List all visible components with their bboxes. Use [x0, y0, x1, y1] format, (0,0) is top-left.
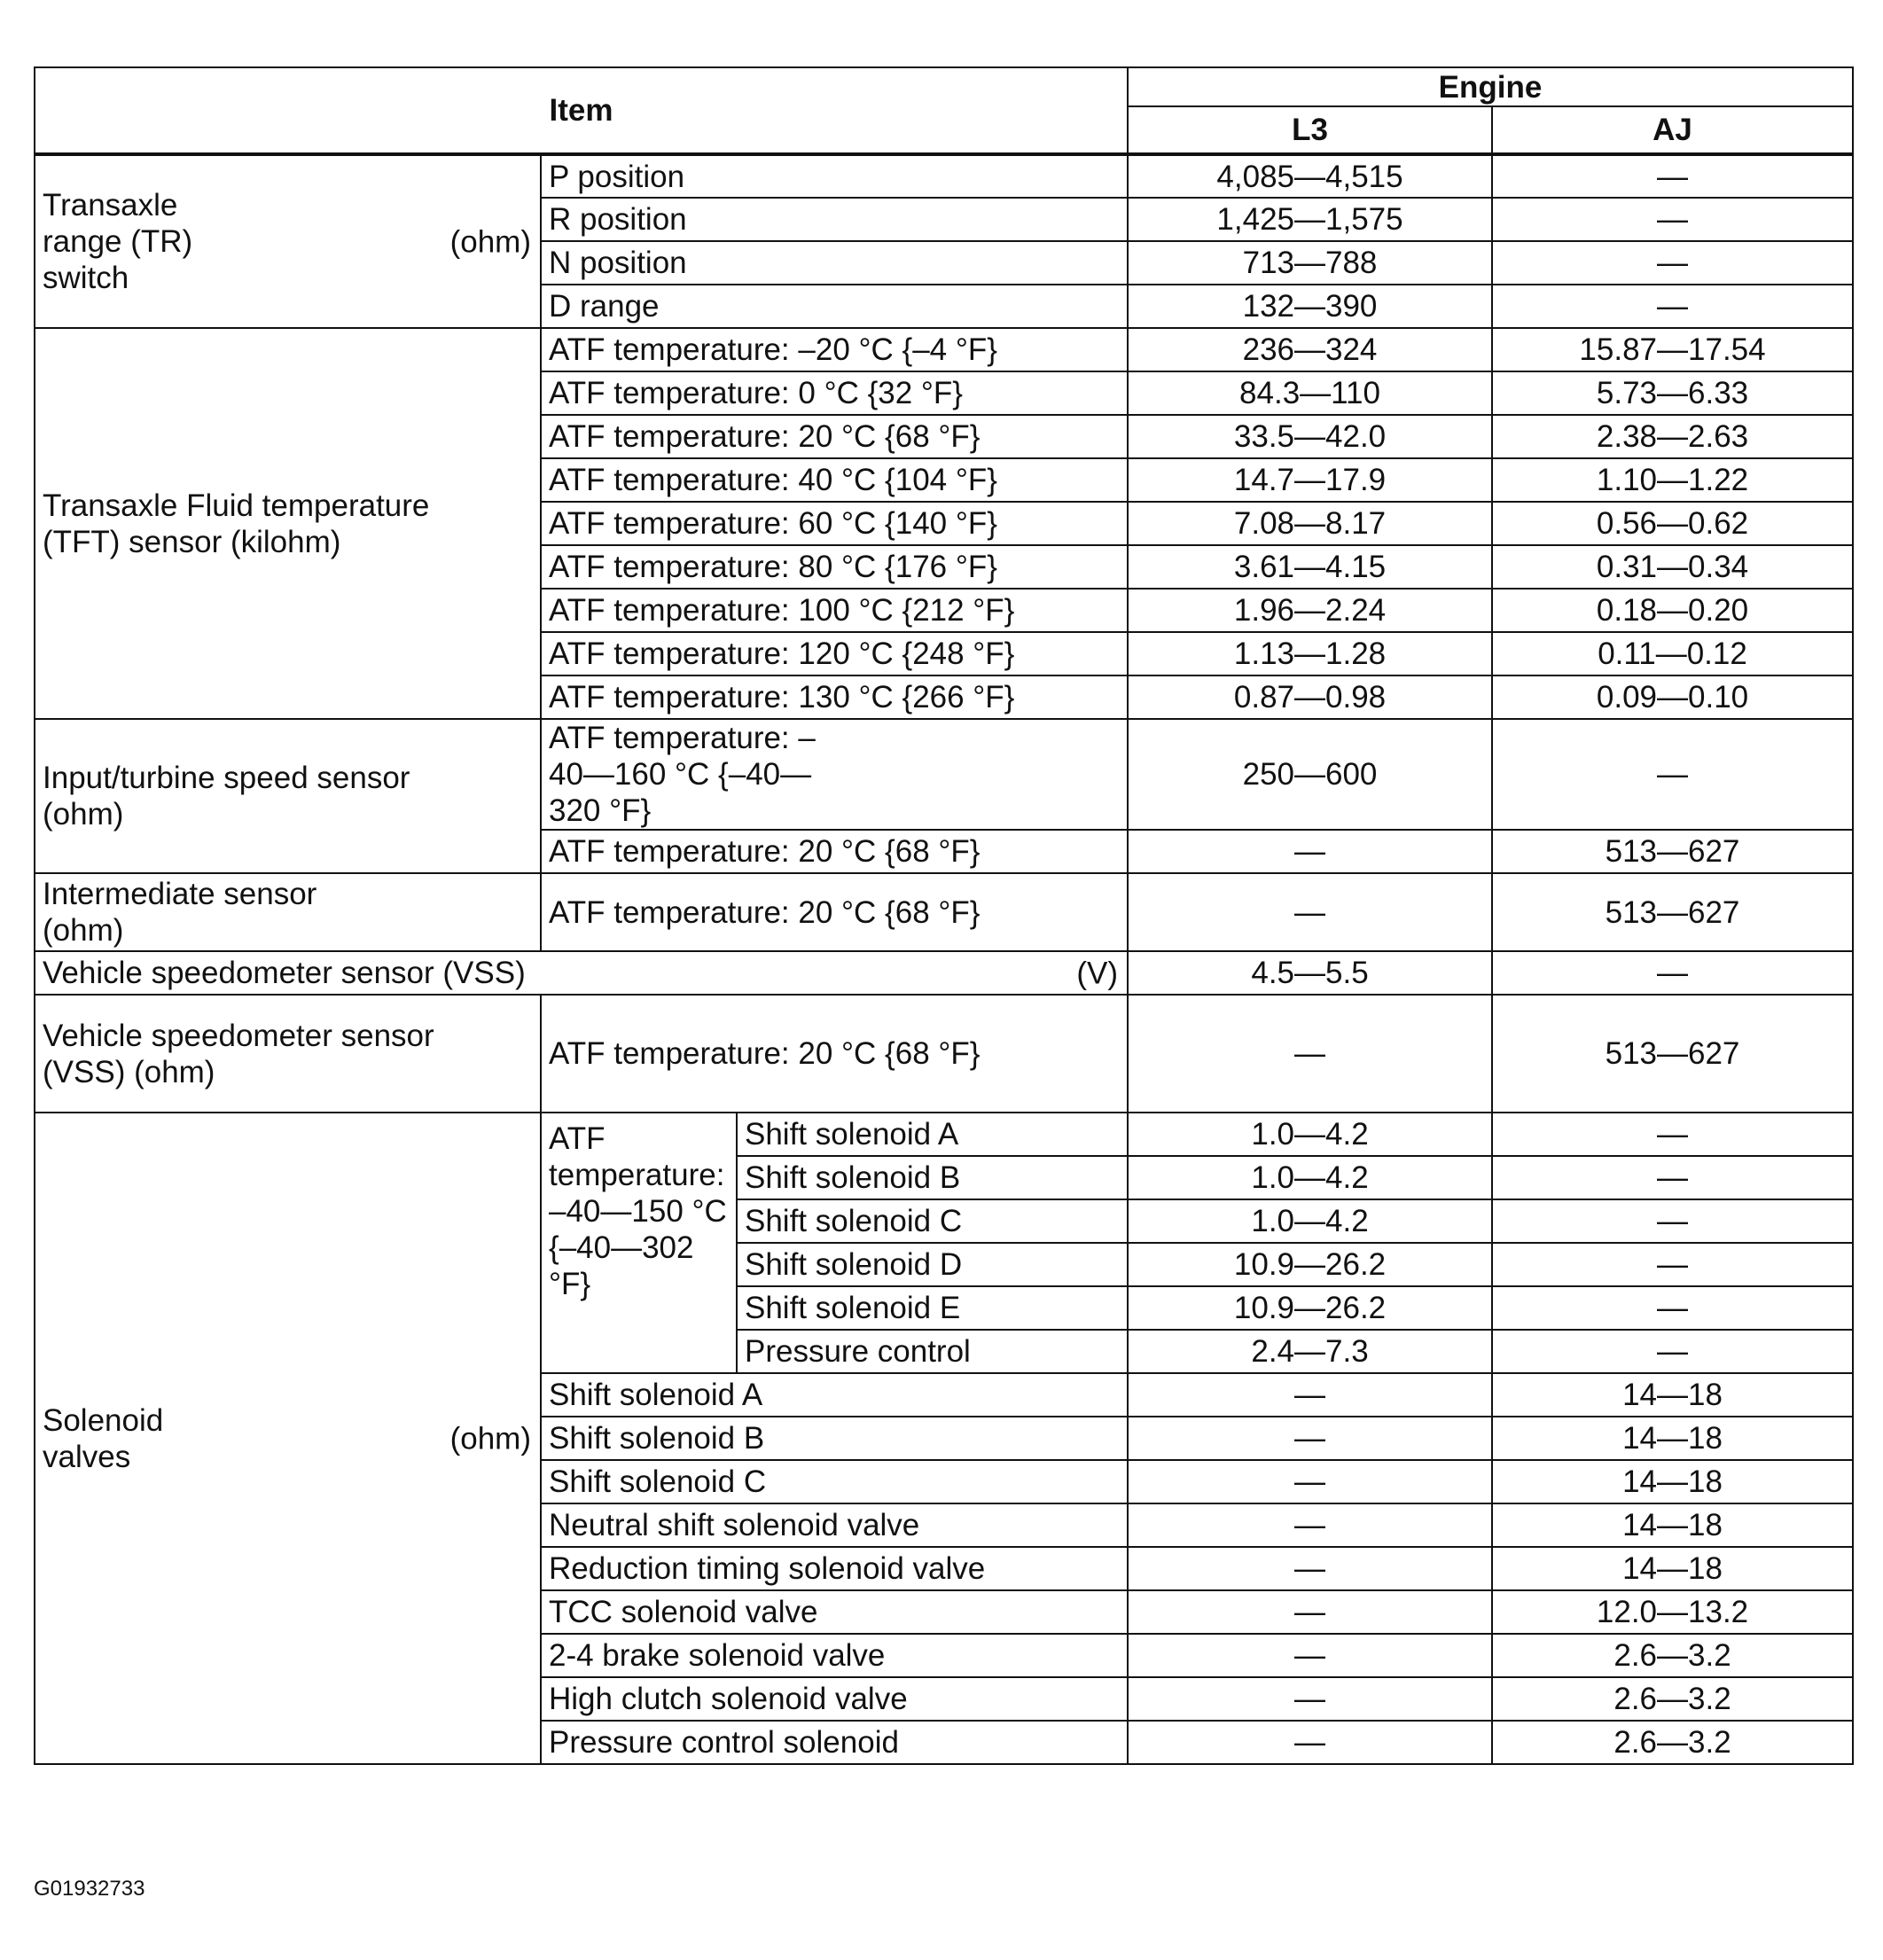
condition-cell: [541, 719, 1128, 830]
condition-cell: ATF temperature: 20 °C {68 °F}: [541, 873, 1128, 951]
l3-value: —: [1128, 1373, 1492, 1417]
vss-volt-label: [35, 951, 1128, 995]
group-name: Transaxle range (TR) switch: [43, 188, 193, 295]
aj-value: 14—18: [1492, 1417, 1853, 1460]
intermediate-sensor-label: [35, 873, 541, 951]
aj-value: 14—18: [1492, 1547, 1853, 1590]
l3-value: 7.08—8.17: [1128, 502, 1492, 545]
l3-value: 2.4—7.3: [1128, 1330, 1492, 1373]
condition-text: ATF temperature: –40—160 °C {–40—320 °F}: [549, 721, 816, 828]
condition-cell: ATF temperature: 20 °C {68 °F}: [541, 995, 1128, 1113]
aj-value: —: [1492, 1199, 1853, 1243]
l3-value: 84.3—110: [1128, 371, 1492, 415]
l3-value: 4,085—4,515: [1128, 154, 1492, 198]
aj-value: —: [1492, 198, 1853, 241]
table-row: [35, 951, 1853, 995]
table-row: [35, 1113, 1853, 1156]
aj-value: —: [1492, 1113, 1853, 1156]
l3-value: 250—600: [1128, 719, 1492, 830]
group-name: Solenoid valves: [43, 1402, 164, 1474]
l3-value: —: [1128, 1547, 1492, 1590]
vss-ohm-label: [35, 995, 541, 1113]
condition-cell: Shift solenoid D: [737, 1243, 1128, 1286]
l3-value: 0.87—0.98: [1128, 675, 1492, 719]
l3-value: 14.7—17.9: [1128, 458, 1492, 502]
l3-value: 1.0—4.2: [1128, 1113, 1492, 1156]
condition-cell: TCC solenoid valve: [541, 1590, 1128, 1634]
l3-value: 1.13—1.28: [1128, 632, 1492, 675]
aj-value: 5.73—6.33: [1492, 371, 1853, 415]
group-name: Vehicle speedometer sensor (VSS): [43, 956, 526, 990]
unit-label: (ohm): [449, 224, 531, 259]
condition-cell: Shift solenoid A: [737, 1113, 1128, 1156]
condition-cell: ATF temperature: 20 °C {68 °F}: [541, 415, 1128, 458]
aj-value: 2.6—3.2: [1492, 1634, 1853, 1677]
table-row: [35, 154, 1853, 198]
l3-value: —: [1128, 1634, 1492, 1677]
l3-value: 10.9—26.2: [1128, 1243, 1492, 1286]
condition-cell: ATF temperature: 80 °C {176 °F}: [541, 545, 1128, 589]
unit-label: (ohm): [449, 1421, 531, 1456]
condition-cell: ATF temperature: 60 °C {140 °F}: [541, 502, 1128, 545]
aj-value: —: [1492, 241, 1853, 285]
aj-value: 0.18—0.20: [1492, 589, 1853, 632]
header-l3: L3: [1128, 106, 1492, 154]
l3-value: 713—788: [1128, 241, 1492, 285]
l3-value: —: [1128, 1503, 1492, 1547]
l3-value: —: [1128, 830, 1492, 873]
l3-value: 1.0—4.2: [1128, 1156, 1492, 1199]
condition-cell: ATF temperature: 40 °C {104 °F}: [541, 458, 1128, 502]
l3-value: —: [1128, 1721, 1492, 1764]
aj-value: 14—18: [1492, 1460, 1853, 1503]
l3-value: —: [1128, 1677, 1492, 1721]
condition-cell: R position: [541, 198, 1128, 241]
l3-value: 4.5—5.5: [1128, 951, 1492, 995]
l3-value: 10.9—26.2: [1128, 1286, 1492, 1330]
l3-value: 236—324: [1128, 328, 1492, 371]
condition-cell: Shift solenoid E: [737, 1286, 1128, 1330]
l3-value: —: [1128, 1417, 1492, 1460]
aj-value: 14—18: [1492, 1373, 1853, 1417]
header-engine: Engine: [1128, 67, 1853, 106]
condition-cell: ATF temperature: 120 °C {248 °F}: [541, 632, 1128, 675]
aj-value: 2.6—3.2: [1492, 1721, 1853, 1764]
l3-value: —: [1128, 873, 1492, 951]
condition-cell: ATF temperature: 130 °C {266 °F}: [541, 675, 1128, 719]
table-row: [35, 328, 1853, 371]
table-row: [35, 873, 1853, 951]
aj-value: 15.87—17.54: [1492, 328, 1853, 371]
aj-value: 12.0—13.2: [1492, 1590, 1853, 1634]
figure-id: G01932733: [34, 1877, 145, 1901]
tr-switch-label: [35, 154, 541, 328]
atf-temp-subgroup: [541, 1113, 737, 1373]
aj-value: —: [1492, 1156, 1853, 1199]
aj-value: —: [1492, 285, 1853, 328]
l3-value: 132—390: [1128, 285, 1492, 328]
unit-label: (V): [1076, 956, 1119, 990]
l3-value: —: [1128, 995, 1492, 1113]
condition-cell: ATF temperature: 100 °C {212 °F}: [541, 589, 1128, 632]
aj-value: 2.38—2.63: [1492, 415, 1853, 458]
l3-value: 1.0—4.2: [1128, 1199, 1492, 1243]
group-name: Vehicle speedometer sensor (VSS) (ohm): [43, 1018, 434, 1089]
group-name: Input/turbine speed sensor (ohm): [43, 761, 410, 832]
l3-value: —: [1128, 1590, 1492, 1634]
condition-cell: Pressure control: [737, 1330, 1128, 1373]
group-name: Intermediate sensor (ohm): [43, 877, 317, 948]
aj-value: 14—18: [1492, 1503, 1853, 1547]
header-item: Item: [35, 67, 1128, 154]
aj-value: —: [1492, 1243, 1853, 1286]
solenoid-valves-label: [35, 1113, 541, 1764]
l3-value: —: [1128, 1460, 1492, 1503]
l3-value: 33.5—42.0: [1128, 415, 1492, 458]
condition-cell: ATF temperature: –20 °C {–4 °F}: [541, 328, 1128, 371]
condition-cell: ATF temperature: 20 °C {68 °F}: [541, 830, 1128, 873]
condition-cell: High clutch solenoid valve: [541, 1677, 1128, 1721]
condition-cell: Shift solenoid C: [737, 1199, 1128, 1243]
aj-value: 0.56—0.62: [1492, 502, 1853, 545]
aj-value: —: [1492, 154, 1853, 198]
aj-value: —: [1492, 1286, 1853, 1330]
aj-value: 2.6—3.2: [1492, 1677, 1853, 1721]
condition-cell: P position: [541, 154, 1128, 198]
aj-value: 0.09—0.10: [1492, 675, 1853, 719]
aj-value: 513—627: [1492, 830, 1853, 873]
condition-cell: D range: [541, 285, 1128, 328]
condition-cell: Reduction timing solenoid valve: [541, 1547, 1128, 1590]
condition-cell: Shift solenoid A: [541, 1373, 1128, 1417]
aj-value: —: [1492, 1330, 1853, 1373]
condition-cell: 2-4 brake solenoid valve: [541, 1634, 1128, 1677]
table-row: [35, 995, 1853, 1113]
l3-value: 1.96—2.24: [1128, 589, 1492, 632]
condition-cell: Neutral shift solenoid valve: [541, 1503, 1128, 1547]
condition-cell: Pressure control solenoid: [541, 1721, 1128, 1764]
condition-cell: Shift solenoid B: [737, 1156, 1128, 1199]
group-name: Transaxle Fluid temperature (TFT) sensor (kilohm): [43, 488, 430, 559]
condition-cell: ATF temperature: 0 °C {32 °F}: [541, 371, 1128, 415]
condition-cell: N position: [541, 241, 1128, 285]
aj-value: —: [1492, 951, 1853, 995]
condition-cell: Shift solenoid C: [541, 1460, 1128, 1503]
input-turbine-label: [35, 719, 541, 873]
aj-value: 0.31—0.34: [1492, 545, 1853, 589]
spec-table: [34, 66, 1854, 1765]
condition-cell: Shift solenoid B: [541, 1417, 1128, 1460]
aj-value: 513—627: [1492, 873, 1853, 951]
table-row: [35, 719, 1853, 830]
header-aj: AJ: [1492, 106, 1853, 154]
aj-value: 0.11—0.12: [1492, 632, 1853, 675]
l3-value: 1,425—1,575: [1128, 198, 1492, 241]
aj-value: 513—627: [1492, 995, 1853, 1113]
subgroup-text: ATF temperature: –40—150 °C {–40—302 °F}: [549, 1121, 727, 1301]
tft-sensor-label: [35, 328, 541, 719]
aj-value: —: [1492, 719, 1853, 830]
aj-value: 1.10—1.22: [1492, 458, 1853, 502]
l3-value: 3.61—4.15: [1128, 545, 1492, 589]
